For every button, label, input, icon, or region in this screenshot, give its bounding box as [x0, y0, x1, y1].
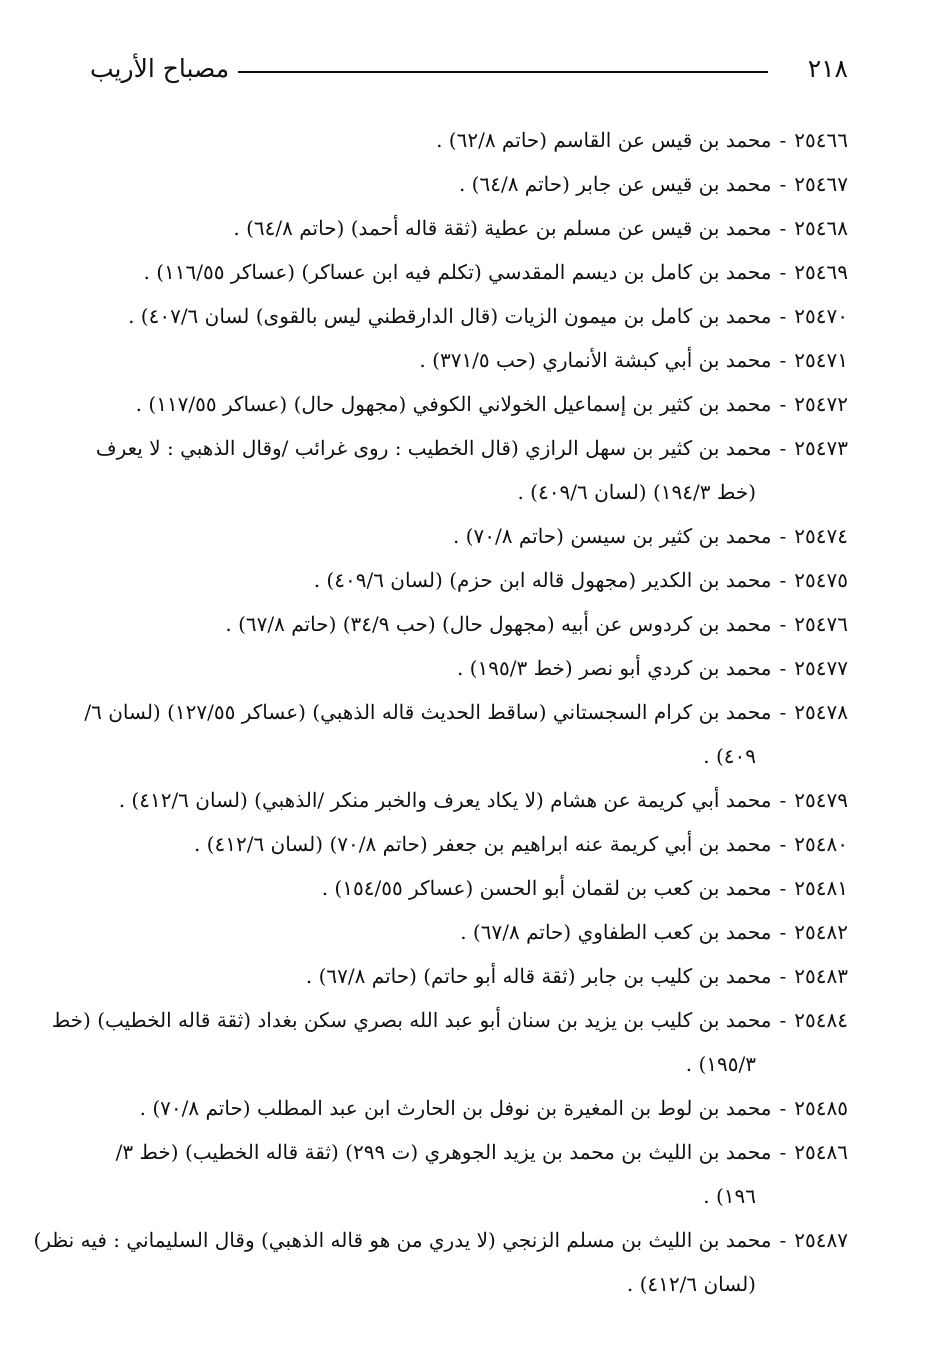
entry-number: ٢٥٤٧٣ [794, 436, 848, 460]
entry-dash: - [779, 436, 787, 460]
entry-dash: - [779, 876, 787, 900]
entry-line [88, 338, 848, 382]
entry-dash: - [779, 348, 787, 372]
entry-line [88, 250, 848, 294]
list-item [88, 118, 848, 162]
list-item [88, 954, 848, 998]
entry-text: محمد بن الليث بن محمد بن يزيد الجوهري (ت ٢٩٩) (ثقة قاله الخطيب) (خط ٣/ [115, 1140, 772, 1164]
entry-line [88, 1130, 848, 1174]
entry-text: محمد بن كعب بن لقمان أبو الحسن (عساكر ١٥٤/٥٥) . [321, 876, 772, 900]
entry-line [88, 866, 848, 910]
entry-continuation-line [88, 734, 848, 778]
entry-line [88, 602, 848, 646]
entry-dash: - [779, 1228, 787, 1252]
book-title: مصباح الأريب [90, 54, 230, 83]
entry-number: ٢٥٤٧٨ [794, 700, 848, 724]
entry-line [88, 426, 848, 470]
entry-text: محمد بن كامل بن ميمون الزيات (قال الدارقطني ليس بالقوى) لسان ٤٠٧/٦) . [128, 304, 772, 328]
entry-line [88, 118, 848, 162]
entry-number: ٢٥٤٧٤ [794, 524, 848, 548]
entry-text: محمد بن كثير بن سهل الرازي (قال الخطيب : روى غرائب /وقال الذهبي : لا يعرف [95, 436, 772, 460]
list-item [88, 382, 848, 426]
entry-line [33, 1218, 848, 1262]
entry-number: ٢٥٤٧٦ [794, 612, 848, 636]
entry-number: ٢٥٤٧٥ [794, 568, 848, 592]
entry-text: ٤٠٩) . [703, 744, 756, 768]
entry-number: ٢٥٤٨٤ [794, 1008, 848, 1032]
entry-number: ٢٥٤٨٥ [794, 1096, 848, 1120]
entry-dash: - [779, 832, 787, 856]
entry-text: محمد بن قيس عن مسلم بن عطية (ثقة قاله أحمد) (حاتم ٦٤/٨) . [233, 216, 772, 240]
entry-line [84, 690, 848, 734]
entry-dash: - [779, 216, 787, 240]
page-number: ٢١٨ [807, 54, 848, 83]
entry-text: محمد بن كرام السجستاني (ساقط الحديث قاله الذهبي) (عساكر ١٢٧/٥٥) (لسان ٦/ [84, 700, 772, 724]
entry-dash: - [779, 172, 787, 196]
list-item [88, 602, 848, 646]
entry-line [88, 294, 848, 338]
entry-line [51, 998, 848, 1042]
entry-line [88, 162, 848, 206]
list-item [88, 206, 848, 250]
entry-text: محمد بن أبي كريمة عنه ابراهيم بن جعفر (حاتم ٧٠/٨) (لسان ٤١٢/٦) . [193, 832, 772, 856]
entry-line [88, 1086, 848, 1130]
list-item [84, 690, 848, 778]
entry-dash: - [779, 920, 787, 944]
entry-text: محمد بن قيس عن جابر (حاتم ٦٤/٨) . [458, 172, 772, 196]
entry-number: ٢٥٤٦٧ [794, 172, 848, 196]
entry-dash: - [779, 260, 787, 284]
entry-continuation-line [88, 1174, 848, 1218]
entry-dash: - [779, 1008, 787, 1032]
entry-number: ٢٥٤٦٨ [794, 216, 848, 240]
entry-dash: - [779, 524, 787, 548]
list-item [88, 778, 848, 822]
entry-text: محمد بن لوط بن المغيرة بن نوفل بن الحارث ابن عبد المطلب (حاتم ٧٠/٨) . [139, 1096, 772, 1120]
entry-number: ٢٥٤٧٢ [794, 392, 848, 416]
entry-text: محمد بن قيس عن القاسم (حاتم ٦٢/٨) . [436, 128, 772, 152]
entry-text: (خط ١٩٤/٣) (لسان ٤٠٩/٦) . [517, 480, 756, 504]
entry-text: محمد أبي كريمة عن هشام (لا يكاد يعرف والخبر منكر /الذهبي) (لسان ٤١٢/٦) . [118, 788, 772, 812]
entry-text: محمد بن الكدير (مجهول قاله ابن حزم) (لسان ٤٠٩/٦) . [313, 568, 772, 592]
entry-text: محمد بن كليب بن يزيد بن سنان أبو عبد الله بصري سكن بغداد (ثقة قاله الخطيب) (خط [51, 1008, 772, 1032]
entry-dash: - [779, 612, 787, 636]
entry-dash: - [779, 656, 787, 680]
list-item [88, 250, 848, 294]
header-rule [238, 71, 768, 73]
entry-dash: - [779, 392, 787, 416]
entry-dash: - [779, 788, 787, 812]
entry-text: محمد بن كثير بن إسماعيل الخولاني الكوفي (مجهول حال) (عساكر ١١٧/٥٥) . [135, 392, 772, 416]
entry-number: ٢٥٤٨٢ [794, 920, 848, 944]
entry-dash: - [779, 128, 787, 152]
entry-line [88, 382, 848, 426]
entry-continuation-line [88, 470, 848, 514]
list-item [88, 910, 848, 954]
entry-number: ٢٥٤٧١ [794, 348, 848, 372]
entry-number: ٢٥٤٨١ [794, 876, 848, 900]
entry-text: ١٩٦) . [703, 1184, 756, 1208]
list-item [88, 1130, 848, 1218]
entry-text: محمد بن كامل بن ديسم المقدسي (تكلم فيه ابن عساكر) (عساكر ١١٦/٥٥) . [143, 260, 772, 284]
list-item [88, 294, 848, 338]
list-item [88, 866, 848, 910]
entry-text: محمد بن كعب الطفاوي (حاتم ٦٧/٨) . [460, 920, 772, 944]
entry-text: (لسان ٤١٢/٦) . [626, 1272, 756, 1296]
entry-number: ٢٥٤٦٦ [794, 128, 848, 152]
entry-dash: - [779, 700, 787, 724]
entry-dash: - [779, 1096, 787, 1120]
entry-text: محمد بن أبي كبشة الأنماري (حب ٣٧١/٥) . [419, 348, 772, 372]
entry-text: محمد بن كليب بن جابر (ثقة قاله أبو حاتم) (حاتم ٦٧/٨) . [305, 964, 772, 988]
entry-line [88, 514, 848, 558]
entry-line [88, 822, 848, 866]
entry-line [88, 646, 848, 690]
list-item [88, 822, 848, 866]
entry-line [88, 954, 848, 998]
entry-dash: - [779, 304, 787, 328]
list-item [88, 162, 848, 206]
entry-number: ٢٥٤٧٩ [794, 788, 848, 812]
entry-line [88, 778, 848, 822]
entry-line [88, 206, 848, 250]
entry-number: ٢٥٤٨٦ [794, 1140, 848, 1164]
entry-dash: - [779, 568, 787, 592]
entry-continuation-line [88, 1042, 848, 1086]
list-item [88, 1086, 848, 1130]
entry-text: ١٩٥/٣) . [685, 1052, 756, 1076]
list-item [88, 426, 848, 514]
entry-number: ٢٥٤٧٧ [794, 656, 848, 680]
entry-line [88, 558, 848, 602]
entry-line [88, 910, 848, 954]
entry-number: ٢٥٤٨٣ [794, 964, 848, 988]
entry-list [33, 118, 848, 1306]
entry-dash: - [779, 1140, 787, 1164]
entry-text: محمد بن الليث بن مسلم الزنجي (لا يدري من هو قاله الذهبي) وقال السليماني : فيه نظر) [33, 1228, 772, 1252]
entry-number: ٢٥٤٨٠ [794, 832, 848, 856]
list-item [88, 558, 848, 602]
list-item [88, 514, 848, 558]
list-item [51, 998, 848, 1086]
list-item [33, 1218, 848, 1306]
list-item [88, 338, 848, 382]
list-item [88, 646, 848, 690]
entry-dash: - [779, 964, 787, 988]
entry-number: ٢٥٤٧٠ [794, 304, 848, 328]
entry-number: ٢٥٤٨٧ [794, 1228, 848, 1252]
entry-text: محمد بن كردوس عن أبيه (مجهول حال) (حب ٣٤/٩) (حاتم ٦٧/٨) . [225, 612, 772, 636]
entry-text: محمد بن كثير بن سيسن (حاتم ٧٠/٨) . [452, 524, 772, 548]
page-header [90, 52, 848, 92]
entry-text: محمد بن كردي أبو نصر (خط ١٩٥/٣) . [456, 656, 772, 680]
entry-continuation-line [88, 1262, 848, 1306]
entry-number: ٢٥٤٦٩ [794, 260, 848, 284]
